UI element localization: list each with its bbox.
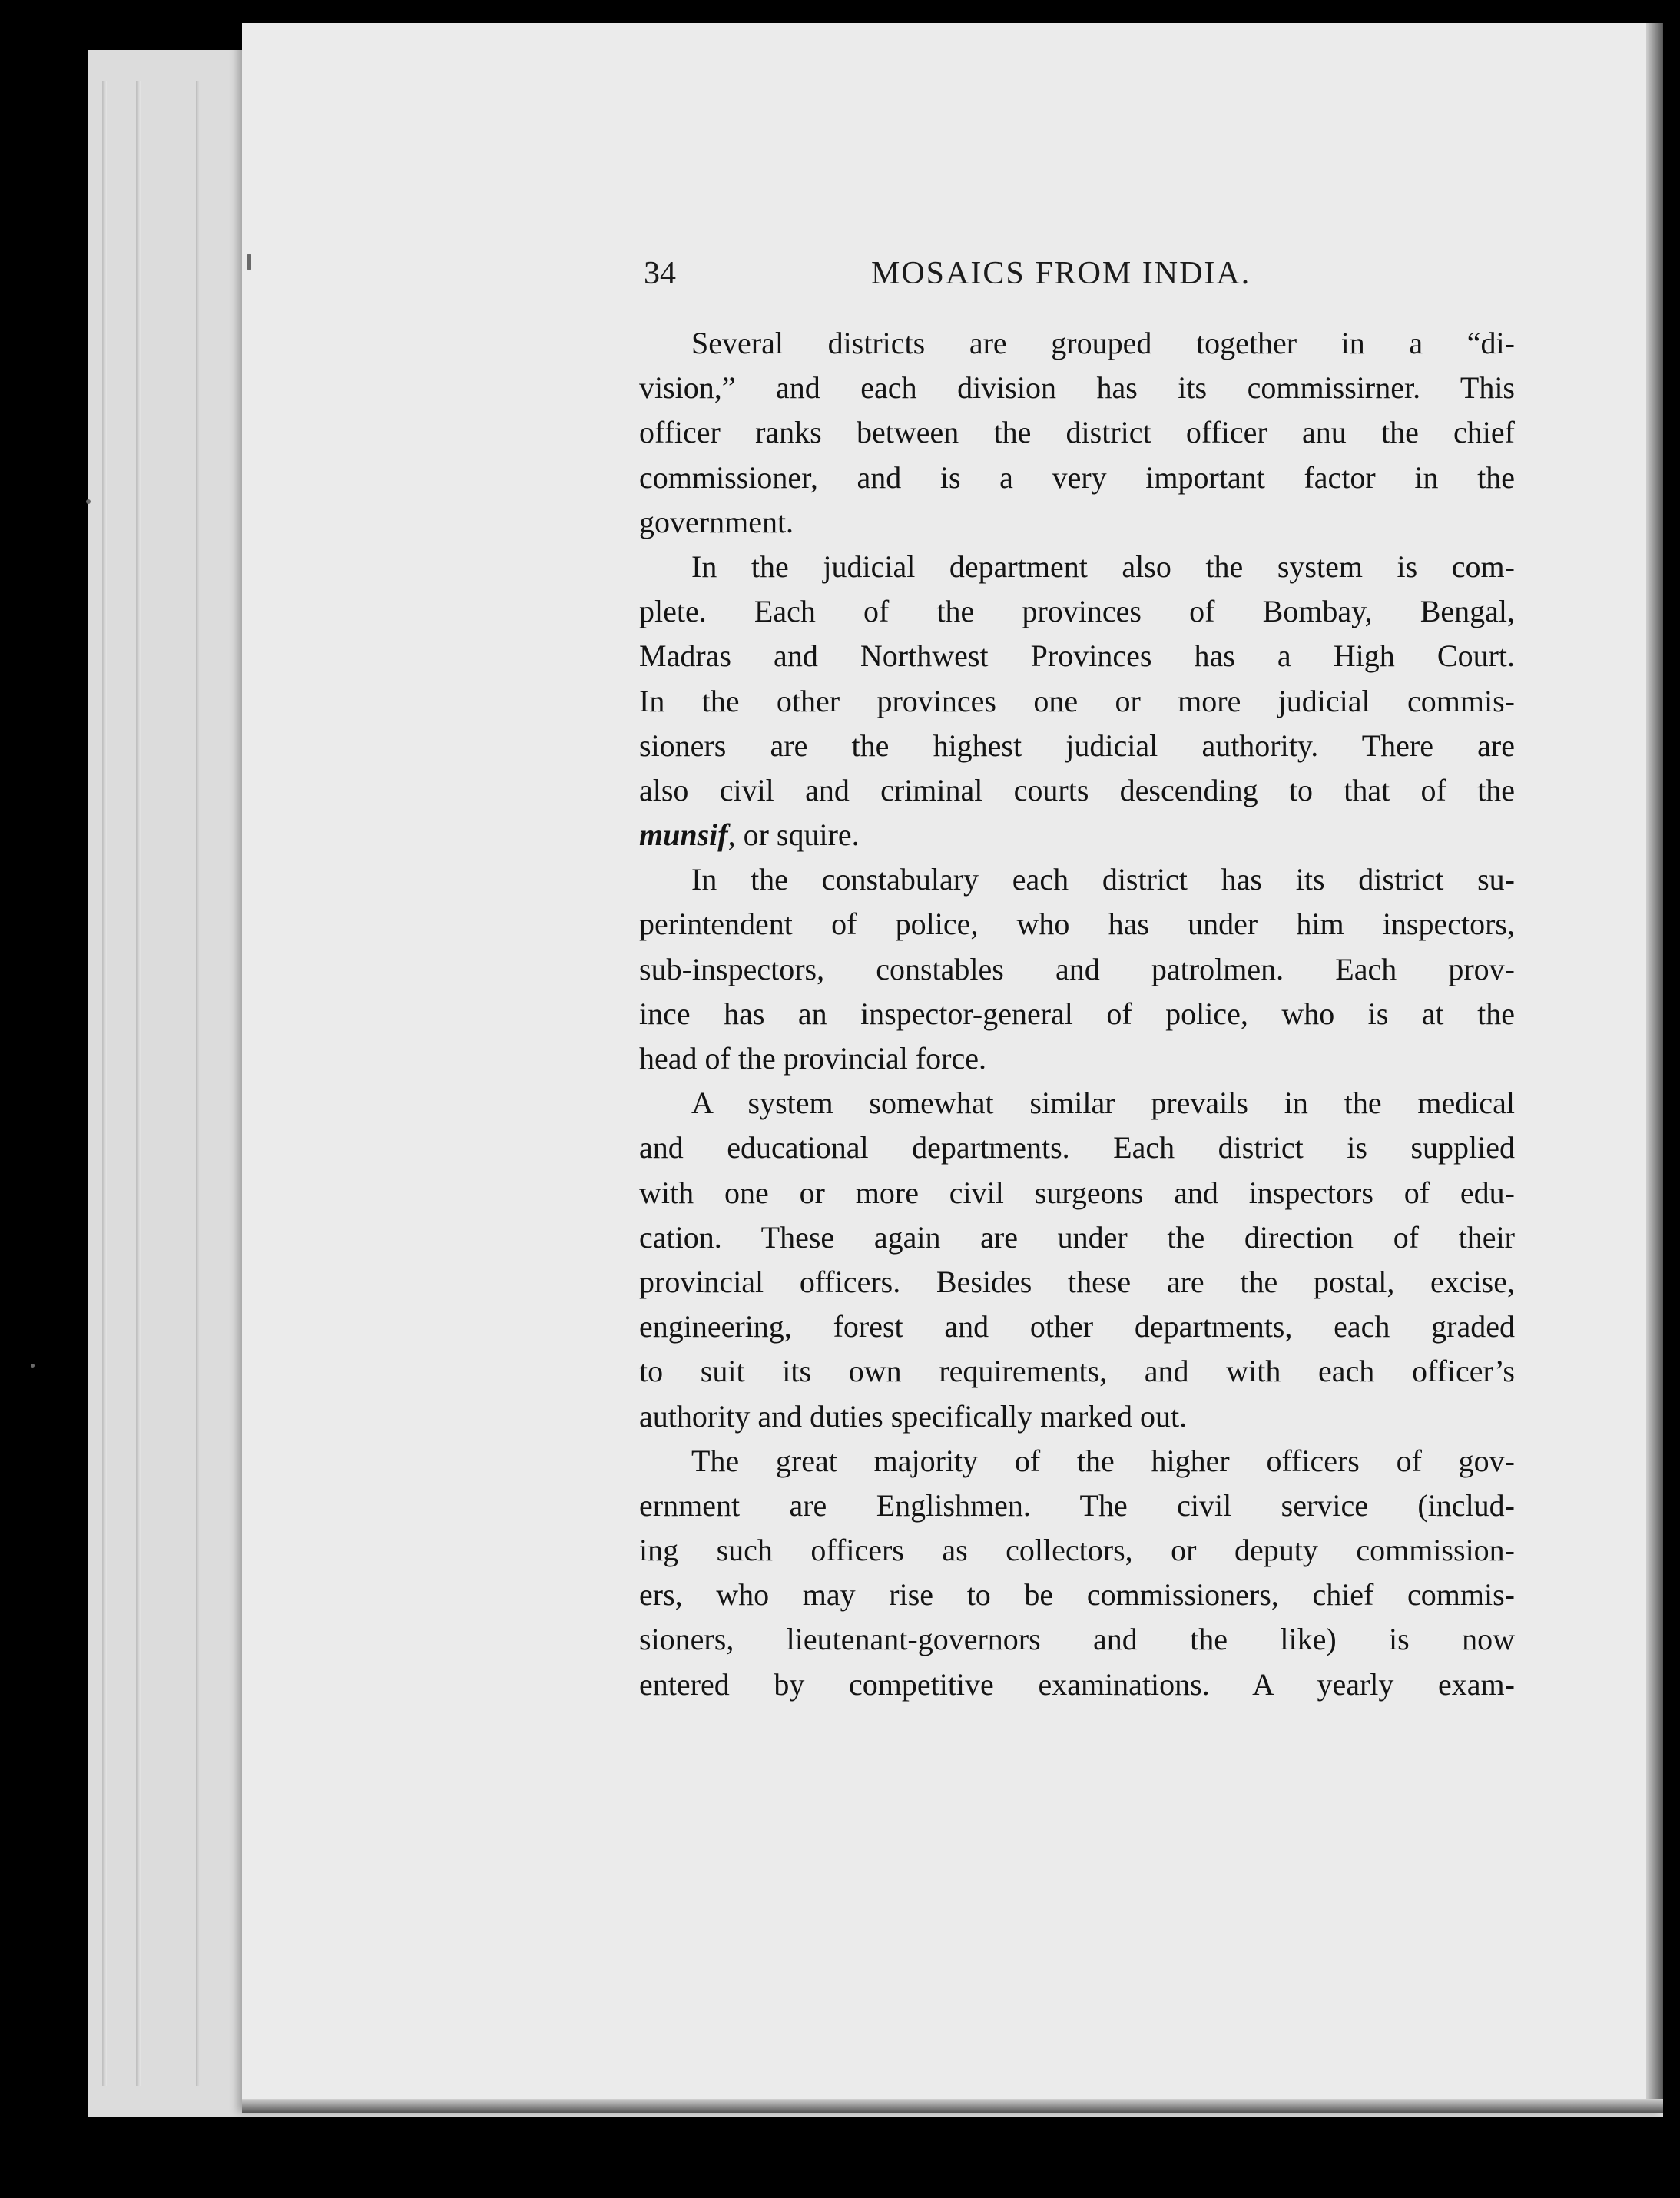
- text-line: In the other provinces one or more judicial commis-: [639, 683, 1515, 718]
- text-line: with one or more civil surgeons and inspectors of edu-: [639, 1175, 1515, 1210]
- text-line: sub-inspectors, constables and patrolmen. Each prov-: [639, 951, 1515, 986]
- page-edge: [102, 81, 107, 2086]
- running-title: MOSAICS FROM INDIA.: [871, 256, 1251, 291]
- text-line: A system somewhat similar prevails in the medical: [691, 1086, 1515, 1121]
- text-line: provincial officers. Besides these are the postal, excise,: [639, 1264, 1515, 1299]
- text-line: vision,” and each division has its commissirner. This: [639, 370, 1515, 406]
- scan-speck: [247, 254, 251, 270]
- text-line: engineering, forest and other departments, each graded: [639, 1309, 1515, 1344]
- text-line: head of the provincial force.: [639, 1041, 987, 1076]
- text-line: [639, 813, 1515, 857]
- text-line: to suit its own requirements, and with each officer’s: [639, 1354, 1515, 1389]
- text-line: also civil and criminal courts descending to that of the: [639, 772, 1515, 807]
- page-number: 34: [644, 256, 676, 291]
- paragraph: [639, 857, 1515, 1081]
- text-line: sioners are the highest judicial authority. There are: [639, 728, 1515, 763]
- paragraph: [639, 321, 1515, 545]
- text-line: officer ranks between the district officer anu the chief: [639, 415, 1515, 450]
- paragraph: [639, 1081, 1515, 1439]
- body-text: [639, 321, 1515, 1707]
- scan-speck: [31, 1364, 35, 1368]
- page-edge: [196, 81, 200, 2086]
- text-line: and educational departments. Each district is supplied: [639, 1130, 1515, 1165]
- text-line: The great majority of the higher officers of gov-: [691, 1443, 1515, 1478]
- text-line: sioners, lieutenant-governors and the like) is now: [639, 1622, 1515, 1657]
- text-line: In the judicial department also the system is com-: [691, 549, 1515, 584]
- text-line: authority and duties specifically marked out.: [639, 1398, 1188, 1434]
- text-line: ers, who may rise to be commissioners, chief commis-: [639, 1577, 1515, 1613]
- text-line: Madras and Northwest Provinces has a High Court.: [639, 638, 1515, 674]
- text-line: plete. Each of the provinces of Bombay, Bengal,: [639, 594, 1515, 629]
- text-line: entered by competitive examinations. A yearly exam-: [639, 1666, 1515, 1702]
- italic-term: munsif: [639, 817, 728, 853]
- paragraph: [639, 1439, 1515, 1707]
- paragraph: [639, 545, 1515, 857]
- text-line: ince has an inspector-general of police, who is at the: [639, 996, 1515, 1031]
- text-line: cation. These again are under the direction of their: [639, 1219, 1515, 1255]
- text-line: government.: [639, 504, 794, 539]
- page-edge: [136, 81, 141, 2086]
- text-line: perintendent of police, who has under him inspectors,: [639, 907, 1515, 942]
- running-head: [644, 244, 1504, 298]
- text-fragment: , or squire.: [727, 817, 860, 853]
- text-line: ernment are Englishmen. The civil service (includ-: [639, 1487, 1515, 1523]
- text-line: commissioner, and is a very important factor in the: [639, 459, 1515, 495]
- page-bottom-shadow: [242, 2099, 1663, 2113]
- page-right-shadow: [1646, 23, 1663, 2113]
- text-line: Several districts are grouped together in a “di-: [691, 326, 1515, 360]
- text-line: In the constabulary each district has its district su-: [691, 862, 1515, 897]
- scan-speck: [86, 499, 91, 504]
- text-line: ing such officers as collectors, or deputy commission-: [639, 1533, 1515, 1568]
